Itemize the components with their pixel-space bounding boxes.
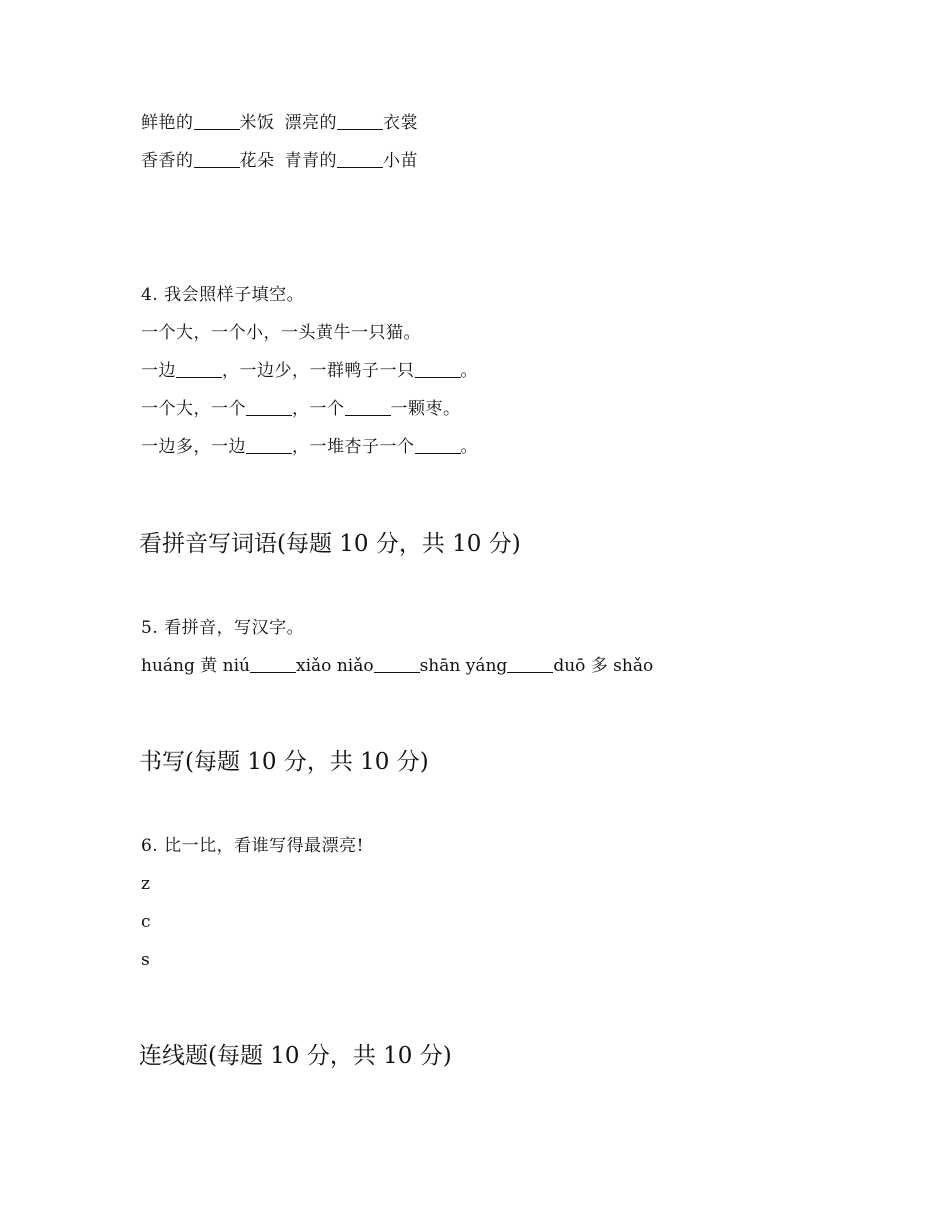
phrase-text: ，一个 [292, 399, 345, 419]
phrase-text: 一边多，一边 [141, 437, 246, 457]
question-4-line-2 [141, 398, 461, 420]
answer-blank[interactable] [345, 398, 391, 416]
question-5-prompt: 5. 看拼音，写汉字。 [141, 618, 305, 638]
section-heading-matching: 连线题(每题 10 分，共 10 分) [139, 1043, 452, 1069]
question-4-prompt: 4. 我会照样子填空。 [141, 285, 305, 305]
pinyin-text: shān yáng [419, 656, 508, 676]
answer-blank[interactable] [415, 436, 461, 454]
answer-blank[interactable] [507, 655, 553, 673]
question-6-prompt: 6. 比一比，看谁写得最漂亮! [141, 836, 364, 856]
phrase-text: 。 [460, 361, 478, 381]
question-4-example: 一个大，一个小，一头黄牛一只猫。 [141, 323, 421, 343]
phrase-text: ，一边少，一群鸭子一只 [222, 361, 415, 381]
phrase-text: 一个大，一个 [141, 399, 246, 419]
question-5-pinyin-line [141, 655, 653, 677]
phrase-text: 一颗枣。 [390, 399, 461, 419]
phrase-text: 香香的 [141, 151, 194, 171]
phrase-text: 漂亮的 [284, 113, 337, 133]
phrase-text: 鲜艳的 [141, 113, 194, 133]
phrase-text: 小苗 [383, 151, 418, 171]
phrase-text: 花朵 [239, 151, 275, 171]
answer-blank[interactable] [246, 436, 292, 454]
answer-blank[interactable] [337, 150, 383, 168]
question-4-line-3 [141, 436, 478, 458]
answer-blank[interactable] [246, 398, 292, 416]
pinyin-text: duō 多 shǎo [553, 656, 654, 676]
pinyin-text: huáng 黄 niú [141, 656, 251, 676]
practice-letter-s: s [141, 950, 151, 970]
practice-letter-z: z [141, 874, 151, 894]
section-heading-pinyin: 看拼音写词语(每题 10 分，共 10 分) [139, 531, 521, 557]
phrase-text: 米饭 [239, 113, 275, 133]
answer-blank[interactable] [250, 655, 296, 673]
answer-blank[interactable] [374, 655, 420, 673]
answer-blank[interactable] [415, 360, 461, 378]
answer-blank[interactable] [337, 112, 383, 130]
adjective-line-2 [141, 150, 418, 172]
phrase-text: 青青的 [284, 151, 337, 171]
phrase-text: 。 [460, 437, 478, 457]
phrase-text: 一边 [141, 361, 176, 381]
answer-blank[interactable] [176, 360, 222, 378]
phrase-text: ，一堆杏子一个 [292, 437, 415, 457]
practice-letter-c: c [141, 912, 152, 932]
phrase-text: 衣裳 [383, 113, 418, 133]
pinyin-text: xiǎo niǎo [296, 656, 374, 676]
adjective-line-1 [141, 112, 418, 134]
answer-blank[interactable] [194, 150, 240, 168]
question-4-line-1 [141, 360, 478, 382]
section-heading-writing: 书写(每题 10 分，共 10 分) [139, 749, 429, 775]
answer-blank[interactable] [194, 112, 240, 130]
